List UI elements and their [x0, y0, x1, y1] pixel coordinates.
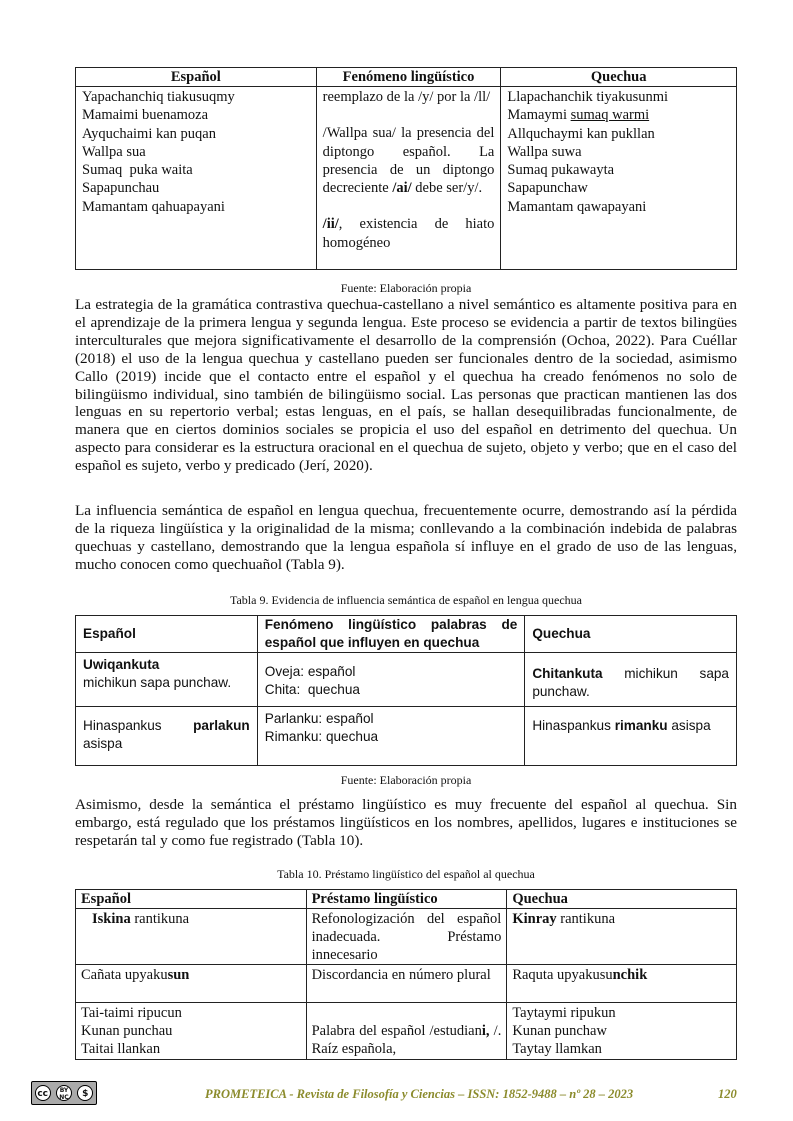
quechua-cell: [507, 965, 737, 1003]
table-10: [75, 889, 737, 1060]
text-line: Tai-taimi ripucun: [81, 1005, 182, 1022]
table-header-row: [76, 890, 737, 909]
text-line: Allquchaymi kan pukllan: [507, 125, 655, 142]
quechua-cell: [501, 87, 737, 270]
text-span: rantikuna: [556, 911, 616, 927]
quechua-cell: [525, 653, 737, 707]
text-span: Raquta upyakusu: [512, 967, 613, 984]
col-header-espanol: Español: [76, 890, 307, 909]
text-span: Palabra del español /estudian: [311, 1023, 482, 1040]
quechua-cell: [507, 909, 737, 965]
espanol-cell: [76, 653, 258, 707]
prestamo-cell: Discordancia en número plural: [306, 965, 507, 1003]
creative-commons-badge[interactable]: [31, 1081, 97, 1105]
bold-span: Uwiqankuta: [83, 657, 160, 672]
bold-span: Kinray: [512, 911, 557, 927]
table-row: [76, 653, 737, 707]
text-span: asispa: [83, 735, 123, 751]
text-line: Ayquchaimi kan puqan: [82, 125, 216, 142]
text-line: Oveja: español: [264, 664, 356, 679]
col-header-fenomeno: Fenómeno lingüístico palabras de español que influyen en quechua: [257, 616, 525, 653]
espanol-cell: [76, 707, 258, 766]
bold-span: parlakun: [193, 718, 250, 733]
journal-footer: PROMETEICA - Revista de Filosofía y Ciencias – ISSN: 1852-9488 – nº 28 – 2023: [205, 1087, 634, 1101]
text-line: Taytaymi ripukun: [512, 1005, 616, 1022]
table-8-source: Fuente: Elaboración propia: [340, 281, 472, 295]
col-header-fenomeno: Fenómeno lingüístico: [316, 68, 501, 87]
fenomeno-cell: [316, 87, 501, 270]
text-line: Sumaq pukawayta: [507, 162, 615, 179]
text-line: Chita: quechua: [264, 681, 360, 697]
table-header-row: [76, 616, 737, 653]
col-header-espanol: Español: [76, 68, 317, 87]
text-span: /Wallpa sua/ la presencia del diptongo español. La presencia de un diptongo decreciente: [322, 125, 495, 197]
bold-span: Chitankuta: [532, 666, 603, 681]
col-header-prestamo: Préstamo lingüístico: [306, 890, 507, 909]
table-8: [75, 67, 737, 270]
text-line: Sapapunchaw: [507, 180, 588, 197]
text-span: , existencia de hiato homogéneo: [322, 216, 495, 251]
text-span: michikun sapa punchaw.: [532, 666, 729, 699]
bold-span: rimanku: [614, 718, 668, 733]
fenomeno-cell: [257, 707, 525, 766]
text-line: Mamaimi buenamoza: [82, 107, 209, 124]
text-span: /. Raíz española,: [311, 1023, 502, 1058]
text-line: Rimanku: quechua: [264, 728, 379, 744]
text-span: Hinaspankus: [83, 718, 194, 733]
espanol-cell: [76, 909, 307, 965]
table-9-caption: Tabla 9. Evidencia de influencia semántica de español en lengua quechua: [229, 593, 582, 607]
underlined-span: sumaq warmi: [570, 107, 650, 124]
bold-span: i,: [481, 1023, 490, 1040]
table-9-source: Fuente: Elaboración propia: [340, 773, 472, 787]
page-number: 120: [718, 1087, 737, 1101]
text-span: Mamaymi: [507, 107, 571, 124]
text-line: [507, 106, 730, 124]
bold-span: sun: [167, 967, 190, 984]
table-header-row: [76, 68, 737, 87]
prestamo-cell: Refonologización del español inadecuada. Préstamo innecesario: [306, 909, 507, 965]
paragraph-3: Asimismo, desde la semántica el préstamo lingüístico es muy frecuente del español al quechua. Sin embargo, está regulado que los préstamos lingüísticos en los nombres, apellidos, lugares e instituciones se respetarán tal y como fue registrado (Tabla 10).: [75, 796, 737, 849]
text-block: reemplazo de la /y/ por la /ll/: [322, 89, 491, 105]
text-line: Llapachanchik tiyakusunmi: [507, 89, 669, 105]
text-span: rantikuna: [130, 911, 190, 927]
nc-icon: $: [77, 1085, 93, 1101]
text-line: Sapapunchau: [82, 180, 160, 197]
text-span: asispa: [667, 718, 711, 733]
text-line: Wallpa sua: [82, 143, 146, 160]
table-10-caption: Tabla 10. Préstamo lingüístico del español al quechua: [277, 867, 535, 881]
text-line: Kunan punchau: [81, 1023, 173, 1040]
cc-icon: cc: [35, 1085, 51, 1101]
fenomeno-cell: [257, 653, 525, 707]
table-9: [75, 615, 737, 766]
quechua-cell: [507, 1003, 737, 1059]
espanol-cell: [76, 87, 317, 270]
by-icon: BY NC: [56, 1085, 72, 1101]
bold-span: /ai/: [392, 180, 412, 197]
table-row: [76, 965, 737, 1003]
col-header-quechua: Quechua: [501, 68, 737, 87]
text-block: [323, 124, 495, 197]
text-line: Yapachanchiq tiakusuqmy: [82, 89, 235, 105]
paragraph-1: La estrategia de la gramática contrastiva quechua-castellano a nivel semántico es altamente positiva para en el aprendizaje de la primera lengua y segunda lengua. Este proceso se evidencia a partir de textos bilingües interculturales que mejora significativamente el desarrollo de la comprensión (Ochoa, 2022). Para Cuéllar (2018) el uso de la lengua quechua y castellano pueden ser funcionales dentro de la sociedad, asimismo Callo (2019) incide que el contacto entre el español y el quechua ha creado fenómenos no solo de bilingüismo individual, sino también de bilingüismo social. Las personas que practican mantienen las dos lenguas en su repertorio verbal; estas lenguas, en el país, se hallan desequilibradas funcionalmente, de manera que en ciertos dominios sociales se propicia el uso del español en detrimento del quechua. Un aspecto para considerar es la estructura oracional en el quechua de sujeto, objeto y verbo; que en el caso del español es sujeto, verbo y predicado (Jerí, 2020).: [75, 296, 737, 475]
text-line: Mamantam qawapayani: [507, 198, 647, 215]
paragraph-2: La influencia semántica de español en lengua quechua, frecuentemente ocurre, demostrando así la pérdida de la riqueza lingüística y la originalidad de la misma; conllevando a la combinación indebida de palabras quechuas y castellano, demostrando que la lengua española sí influye en el grado de uso de las lenguas, mucho conocen como quechuañol (Tabla 9).: [75, 502, 737, 573]
espanol-cell: [76, 1003, 307, 1059]
text-span: Cañata upyaku: [81, 967, 168, 984]
text-span: michikun sapa punchaw.: [83, 674, 232, 690]
text-span: Hinaspankus: [532, 718, 615, 733]
table-row: [76, 707, 737, 766]
col-header-quechua: Quechua: [507, 890, 737, 909]
text-line: Parlanku: español: [264, 711, 374, 726]
table-row: [76, 87, 737, 270]
text-line: Wallpa suwa: [507, 143, 582, 160]
col-header-quechua: Quechua: [525, 616, 737, 653]
text-line: Sumaq puka waita: [82, 162, 193, 179]
quechua-cell: [525, 707, 737, 766]
text-span: debe ser/y/.: [411, 180, 483, 197]
bold-span: Iskina: [92, 911, 131, 927]
text-line: Taytay llamkan: [512, 1041, 602, 1058]
prestamo-cell: [306, 1003, 507, 1059]
espanol-cell: [76, 965, 307, 1003]
bold-span: nchik: [612, 967, 648, 984]
text-block: [323, 215, 495, 252]
bold-span: /ii/: [322, 216, 339, 233]
col-header-espanol: Español: [76, 616, 258, 653]
text-line: Kunan punchaw: [512, 1023, 607, 1040]
table-row: [76, 1003, 737, 1059]
text-line: Mamantam qahuapayani: [82, 198, 225, 215]
text-line: Taitai llankan: [81, 1041, 161, 1058]
table-row: [76, 909, 737, 965]
